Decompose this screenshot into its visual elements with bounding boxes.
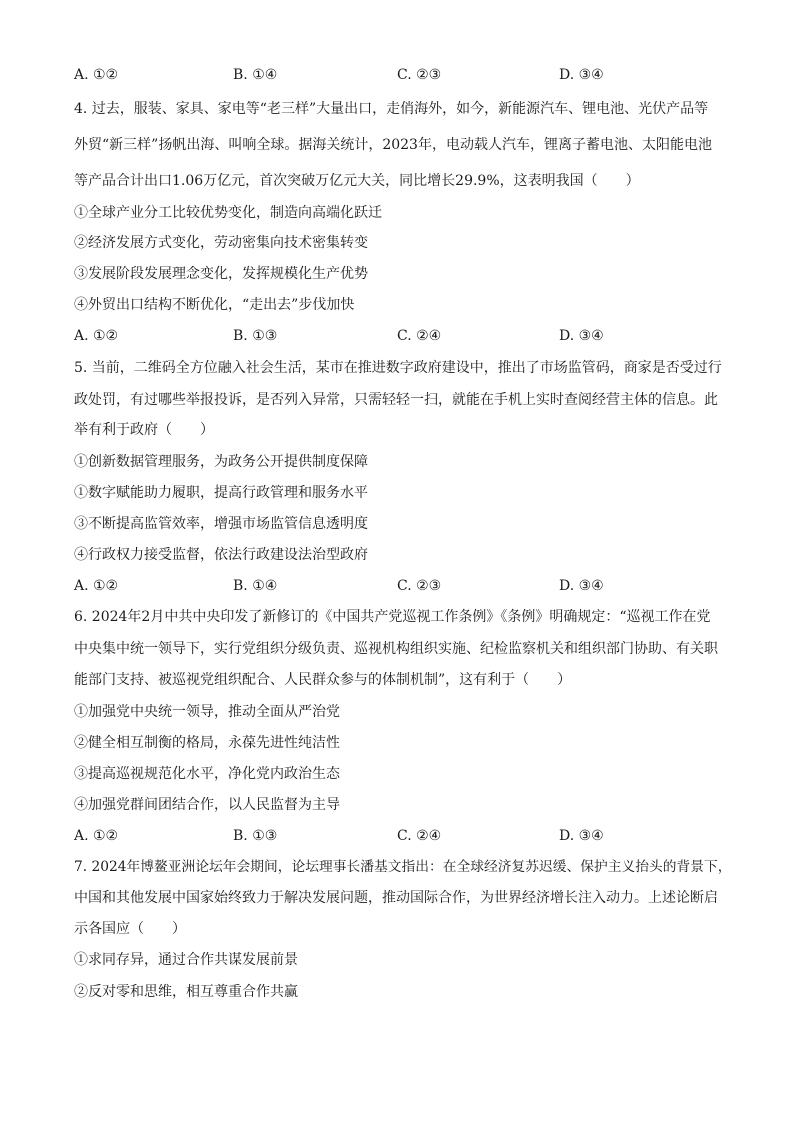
q4-options-row [0,326,794,346]
q6-stem-line2: 中央集中统一领导下，实行党组织分级负责、巡视机构组织实施、纪检监察机关和组织部门协助、有关职 [74,641,718,657]
q6-option-c[interactable]: C. ②④ [397,828,442,844]
q5-option-b[interactable]: B. ①④ [233,578,278,594]
q6-option-a[interactable]: A. ①② [74,828,119,844]
q5-option-a[interactable]: A. ①② [74,578,119,594]
q7-item-1: ①求同存异，通过合作共谋发展前景 [74,952,298,968]
q4-option-b[interactable]: B. ①③ [233,328,278,344]
q4-stem-line1: 4. 过去，服装、家具、家电等“老三样”大量出口，走俏海外，如今，新能源汽车、锂电池、光伏产品等 [74,101,709,117]
q5-stem-line2: 政处罚，有过哪些举报投诉，是否列入异常，只需轻轻一扫，就能在手机上实时查阅经营主体的信息。此 [74,392,718,408]
q4-stem-line2: 外贸“新三样”扬帆出海、叫响全球。据海关统计，2023年，电动载人汽车，锂离子蓄电池、太阳能电池 [74,137,712,153]
q4-option-a[interactable]: A. ①② [74,328,119,344]
q5-stem-line3: 举有利于政府（ ） [74,422,214,438]
q4-item-1: ①全球产业分工比较优势变化，制造向高端化跃迁 [74,205,382,221]
q5-item-4: ④行政权力接受监督，依法行政建设法治型政府 [74,547,368,563]
q6-item-2: ②健全相互制衡的格局，永葆先进性纯洁性 [74,735,340,751]
q5-item-2: ①数字赋能助力履职，提高行政管理和服务水平 [74,485,368,501]
q4-item-4: ④外贸出口结构不断优化，“走出去”步伐加快 [74,297,355,313]
q3-option-c[interactable]: C. ②③ [397,67,442,83]
q3-option-d[interactable]: D. ③④ [559,67,604,83]
q4-item-3: ③发展阶段发展理念变化，发挥规模化生产优势 [74,266,368,282]
q5-item-3: ③不断提高监管效率，增强市场监管信息透明度 [74,516,368,532]
q6-item-3: ③提高巡视规范化水平，净化党内政治生态 [74,766,340,782]
q6-options-row [0,826,794,846]
q6-stem-line3: 能部门支持、被巡视党组织配合、人民群众参与的体制机制”，这有利于（ ） [74,672,572,688]
q7-stem-line2: 中国和其他发展中国家始终致力于解决发展问题，推动国际合作，为世界经济增长注入动力。上述论断启 [74,890,718,906]
q4-option-d[interactable]: D. ③④ [559,328,604,344]
q6-option-b[interactable]: B. ①③ [233,828,278,844]
q5-stem-line1: 5. 当前，二维码全方位融入社会生活，某市在推进数字政府建设中，推出了市场监管码，商家是否受过行 [74,360,722,376]
q7-item-2: ②反对零和思维，相互尊重合作共赢 [74,984,298,1000]
q7-stem-line1: 7. 2024年博鳌亚洲论坛年会期间，论坛理事长潘基文指出：在全球经济复苏迟缓、保护主义抬头的背景下， [74,859,732,875]
q4-option-c[interactable]: C. ②④ [397,328,442,344]
q3-options-row [0,65,794,85]
q6-option-d[interactable]: D. ③④ [559,828,604,844]
q4-stem-line3: 等产品合计出口1.06万亿元，首次突破万亿元大关，同比增长29.9%，这表明我国（ ） [74,173,640,189]
q3-option-a[interactable]: A. ①② [74,67,119,83]
q5-option-c[interactable]: C. ②③ [397,578,442,594]
q5-options-row [0,576,794,596]
q7-stem-line3: 示各国应（ ） [74,921,186,937]
q5-item-1: ①创新数据管理服务，为政务公开提供制度保障 [74,454,368,470]
q6-stem-line1: 6. 2024年2月中共中央印发了新修订的《中国共产党巡视工作条例》《条例》明确规定：“巡视工作在党 [74,609,711,625]
q5-option-d[interactable]: D. ③④ [559,578,604,594]
q3-option-b[interactable]: B. ①④ [233,67,278,83]
q6-item-1: ①加强党中央统一领导，推动全面从严治党 [74,704,340,720]
q6-item-4: ④加强党群间团结合作，以人民监督为主导 [74,797,340,813]
q4-item-2: ②经济发展方式变化，劳动密集向技术密集转变 [74,235,368,251]
